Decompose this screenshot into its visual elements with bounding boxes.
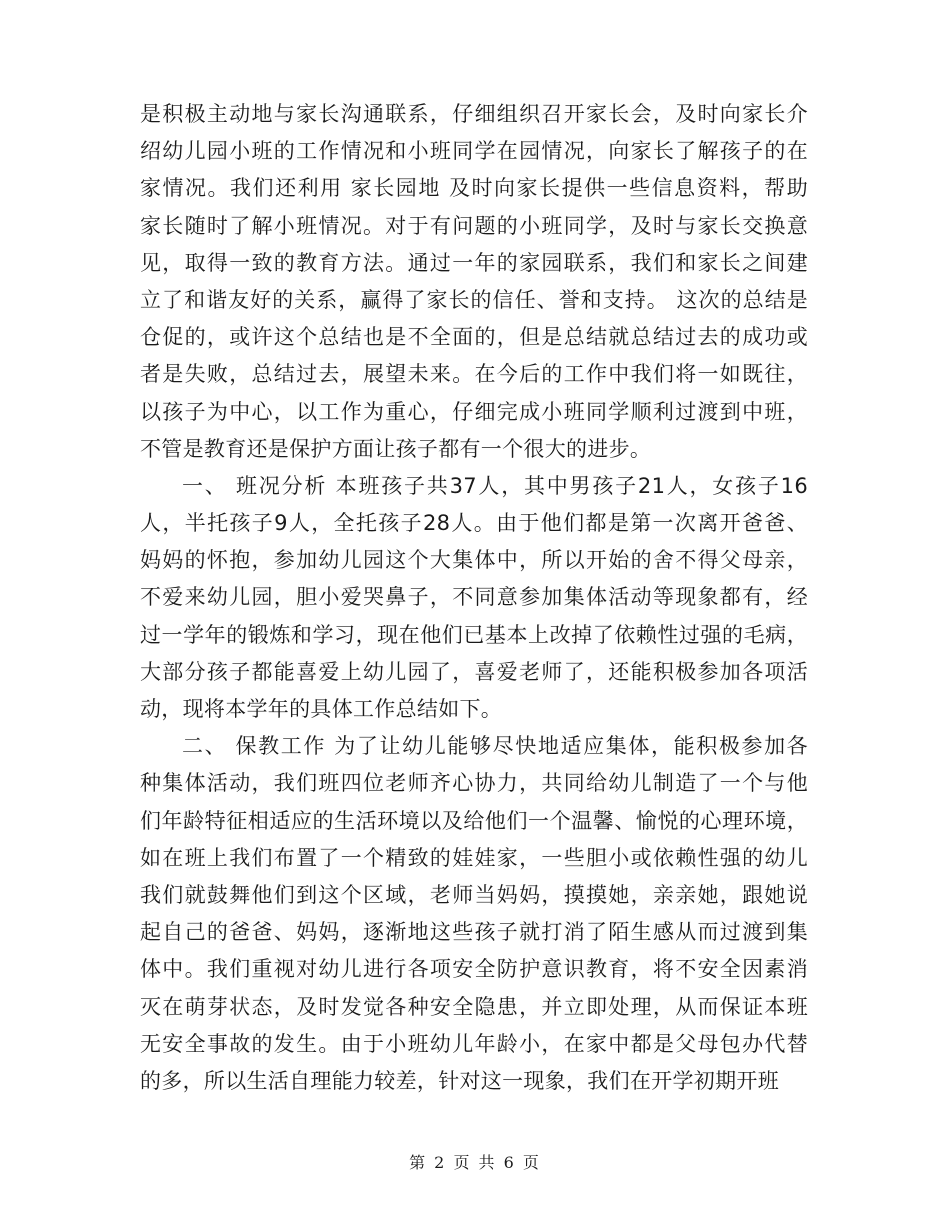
text-line: 以孩子为中心，以工作为重心，仔细完成小班同学顺利过渡到中班， — [140, 399, 808, 424]
text-line: 二、 保教工作 为了让幼儿能够尽快地适应集体，能积极参加各 — [182, 734, 808, 759]
text-line: 起自己的爸爸、妈妈，逐渐地这些孩子就打消了陌生感从而过渡到集 — [140, 920, 808, 945]
text-line: 灭在萌芽状态，及时发觉各种安全隐患，并立即处理，从而保证本班 — [140, 994, 808, 1019]
text-line: 动，现将本学年的具体工作总结如下。 — [140, 697, 503, 721]
text-line: 妈妈的怀抱，参加幼儿园这个大集体中，所以开始的舍不得父母亲， — [140, 548, 808, 573]
paragraph-p1 — [140, 96, 808, 468]
text-line: 仓促的，或许这个总结也是不全面的，但是总结就总结过去的成功或 — [140, 325, 808, 350]
page-number: 第 2 页 共 6 页 — [409, 1153, 541, 1172]
text-line: 家情况。我们还利用 家长园地 及时向家长提供一些信息资料，帮助 — [140, 176, 808, 201]
text-line: 人，半托孩子9人，全托孩子28人。由于他们都是第一次离开爸爸、 — [140, 511, 808, 536]
text-line: 的多，所以生活自理能力较差，针对这一现象，我们在开学初期开班 — [140, 1068, 779, 1093]
text-line: 大部分孩子都能喜爱上幼儿园了，喜爱老师了，还能积极参加各项活 — [140, 659, 808, 684]
text-line: 者是失败，总结过去，展望未来。在今后的工作中我们将一如既往， — [140, 362, 808, 387]
document-body — [140, 96, 808, 1100]
text-line: 如在班上我们布置了一个精致的娃娃家，一些胆小或依赖性强的幼儿 — [140, 845, 808, 870]
text-line: 不管是教育还是保护方面让孩子都有一个很大的进步。 — [140, 436, 652, 461]
text-line: 无安全事故的发生。由于小班幼儿年龄小，在家中都是父母包办代替 — [140, 1031, 808, 1056]
text-line: 我们就鼓舞他们到这个区域，老师当妈妈，摸摸她，亲亲她，跟她说 — [140, 882, 808, 907]
text-line: 是积极主动地与家长沟通联系，仔细组织召开家长会，及时向家长介 — [140, 102, 808, 126]
text-line: 立了和谐友好的关系，赢得了家长的信任、誉和支持。 这次的总结是 — [140, 287, 808, 312]
text-line: 不爱来幼儿园，胆小爱哭鼻子，不同意参加集体活动等现象都有，经 — [140, 585, 808, 610]
text-line: 一、 班况分析 本班孩子共37人，其中男孩子21人，女孩子16 — [182, 473, 808, 498]
text-line: 体中。我们重视对幼儿进行各项安全防护意识教育，将不安全因素消 — [140, 957, 808, 982]
text-line: 过一学年的锻炼和学习，现在他们已基本上改掉了依赖性过强的毛病， — [140, 622, 808, 647]
page-footer — [0, 1150, 950, 1173]
text-line: 家长随时了解小班情况。对于有问题的小班同学，及时与家长交换意 — [140, 213, 808, 238]
text-line: 们年龄特征相适应的生活环境以及给他们一个温馨、愉悦的心理环境， — [140, 808, 808, 833]
text-line: 种集体活动，我们班四位老师齐心协力，共同给幼儿制造了一个与他 — [140, 771, 808, 796]
text-line: 见，取得一致的教育方法。通过一年的家园联系，我们和家长之间建 — [140, 250, 808, 275]
paragraph-p2 — [140, 468, 808, 728]
paragraph-p3 — [140, 728, 808, 1100]
text-line: 绍幼儿园小班的工作情况和小班同学在园情况，向家长了解孩子的在 — [140, 139, 808, 164]
